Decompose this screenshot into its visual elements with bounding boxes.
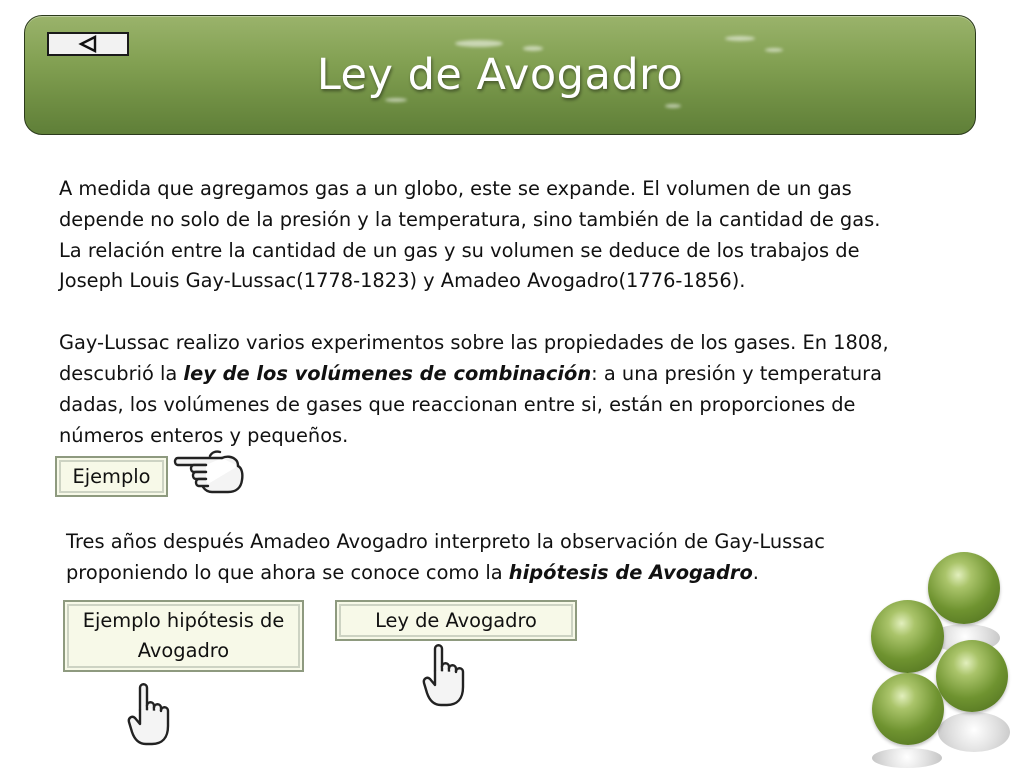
- ley-avogadro-button[interactable]: Ley de Avogadro: [335, 600, 577, 641]
- pointing-hand-up-icon: [126, 680, 178, 748]
- green-sphere: [936, 640, 1008, 712]
- text-segment: descubrió la: [59, 362, 184, 385]
- pointing-hand-icon: [172, 446, 246, 496]
- text-segment: : a una presión y temperatura: [591, 362, 883, 385]
- emphasis-term: hipótesis de Avogadro: [508, 561, 753, 584]
- text-segment: proponiendo lo que ahora se conoce como la: [66, 561, 509, 584]
- text-line: números enteros y pequeños.: [59, 424, 349, 447]
- button-label-line: Avogadro: [137, 639, 230, 662]
- sphere-reflection: [938, 712, 1010, 752]
- text-line: Gay-Lussac realizo varios experimentos sobre las propiedades de los gases. En 1808,: [59, 331, 889, 354]
- page-title: Ley de Avogadro: [316, 50, 684, 100]
- text-line: [59, 359, 882, 390]
- text-line: [66, 558, 759, 589]
- text-segment: .: [752, 561, 759, 584]
- emphasis-term: ley de los volúmenes de combinación: [183, 362, 592, 385]
- text-line: La relación entre la cantidad de un gas y su volumen se deduce de los trabajos de: [59, 239, 860, 262]
- text-line: Joseph Louis Gay-Lussac(1778-1823) y Amadeo Avogadro(1776-1856).: [59, 269, 746, 292]
- green-sphere: [928, 552, 1000, 624]
- green-sphere: [872, 673, 944, 745]
- ejemplo-hipotesis-button[interactable]: [63, 600, 304, 672]
- title-banner: [24, 15, 976, 135]
- text-line: Tres años después Amadeo Avogadro interpreto la observación de Gay-Lussac: [66, 530, 825, 553]
- pointing-hand-up-icon: [421, 641, 473, 709]
- text-line: dadas, los volúmenes de gases que reaccionan entre si, están en proporciones de: [59, 393, 856, 416]
- green-sphere: [871, 600, 944, 673]
- ejemplo-button[interactable]: Ejemplo: [55, 456, 168, 497]
- button-label-line: Ejemplo hipótesis de: [82, 609, 285, 632]
- text-line: depende no solo de la presión y la temperatura, sino también de la cantidad de gas.: [59, 208, 881, 231]
- sphere-reflection: [872, 748, 942, 768]
- text-line: A medida que agregamos gas a un globo, este se expande. El volumen de un gas: [59, 177, 852, 200]
